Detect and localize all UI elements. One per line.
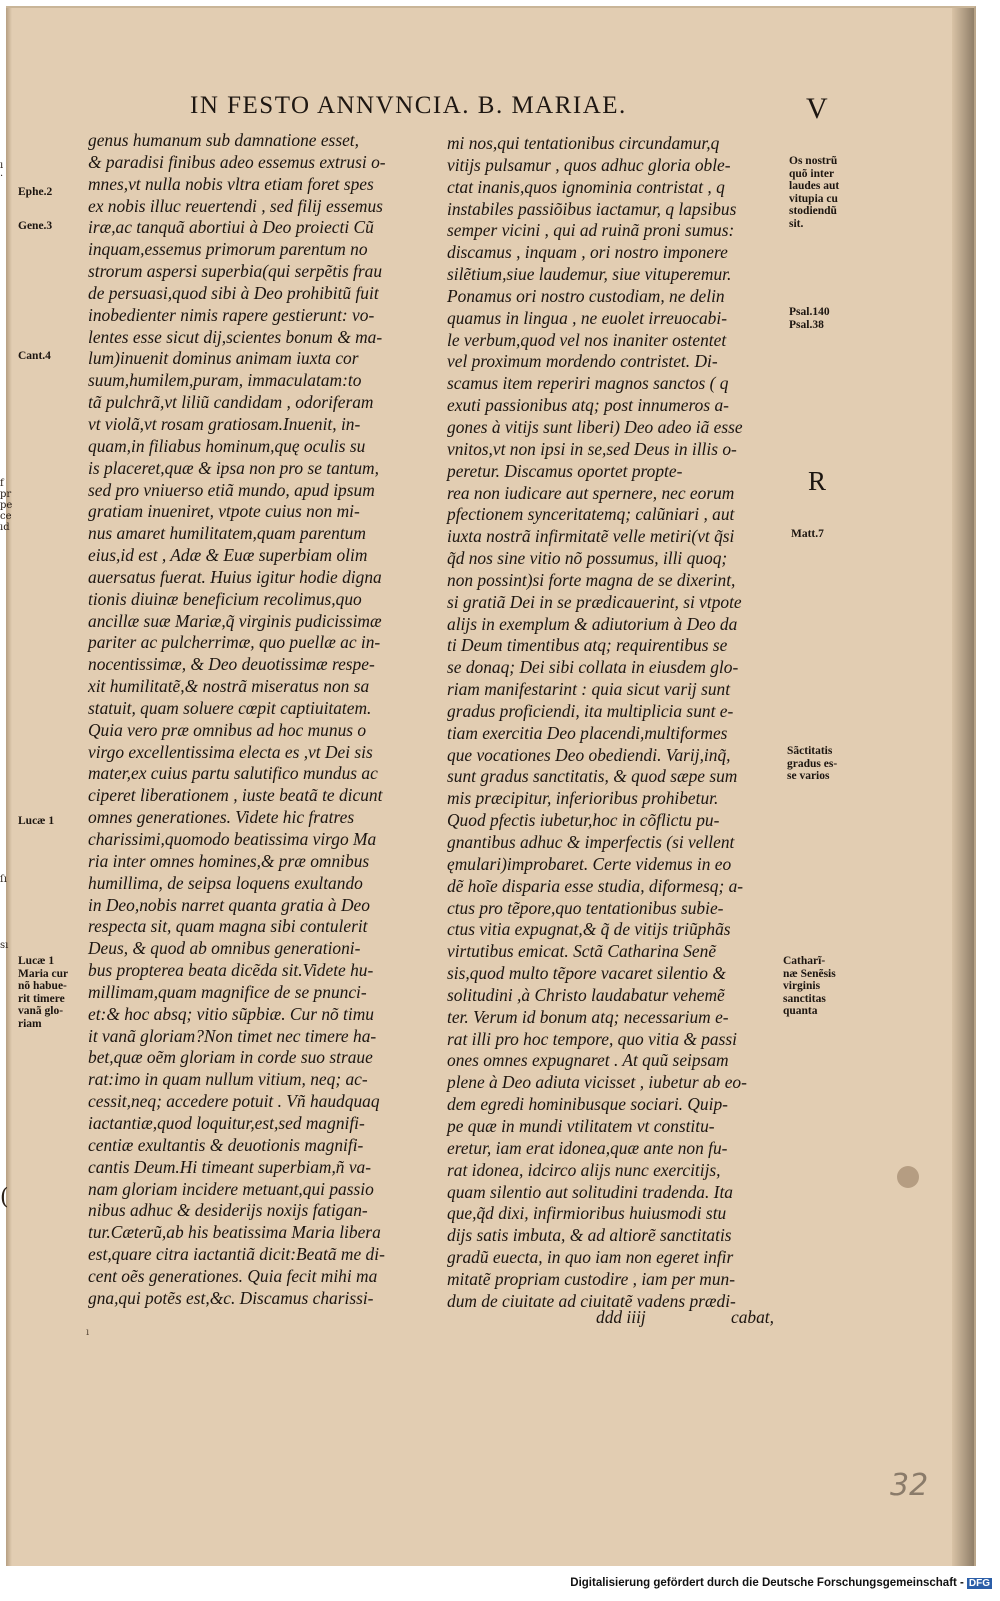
margin-note-line: Psal.140 xyxy=(789,306,830,318)
margin-note-line: Lucæ 1 xyxy=(18,815,55,827)
margin-note-line: næ Senẽsis xyxy=(783,967,836,980)
pencil-folio-number: 32 xyxy=(890,1468,929,1503)
text-line: vitijs pulsamur , quos adhuc gloria oble- xyxy=(447,154,731,175)
margin-note-line: gradus es- xyxy=(787,757,838,770)
text-line: gratiam inueniret, vtpote cuius non mi- xyxy=(88,501,360,522)
text-line: ria inter omnes homines,& præ omnibus xyxy=(88,850,370,871)
margin-note-line: laudes aut xyxy=(789,180,840,192)
text-line: Ponamus ori nostro custodiam, ne delin xyxy=(447,285,725,306)
text-line: rea non iudicare aut spernere, nec eorum xyxy=(447,482,735,503)
bleed-through-marks: f pr pe ce ıd xyxy=(0,478,13,533)
text-line: iræ,ac tanquã abortiui à Deo proiecti Cũ xyxy=(88,217,374,238)
text-line: scamus item reperiri magnos sanctos ( q xyxy=(447,373,729,394)
right-text-column xyxy=(447,133,747,1313)
margin-note-line: riam xyxy=(18,1017,42,1030)
margin-note-line: quõ inter xyxy=(789,167,835,180)
credit-text: Digitalisierung gefördert durch die Deutsche Forschungsgemeinschaft - xyxy=(570,1577,964,1589)
margin-note-line: quanta xyxy=(783,1005,818,1017)
text-line: dum de ciuitate ad ciuitatẽ vadens prædi- xyxy=(447,1290,736,1311)
text-line: cantis Deum.Hi timeant superbiam,ñ va- xyxy=(88,1156,372,1177)
text-line: ti Deum timentibus atq; requirentibus se xyxy=(447,635,728,656)
margin-note-line: stodiendũ xyxy=(789,205,837,217)
text-line: inobedienter nimis rapere gestierunt: vo- xyxy=(88,304,375,325)
text-line: rat idonea, idcirco alijs nunc exercitijs, xyxy=(447,1159,721,1180)
text-line: respecta sit, quam magna sibi contulerit xyxy=(88,916,368,937)
text-line: suum,humilem,puram, immaculatam:to xyxy=(88,370,362,391)
text-line: auersatus fuerat. Huius igitur hodie digna xyxy=(88,566,382,587)
text-line: est,quare citra iactantiã dicit:Beatã me di- xyxy=(88,1244,385,1265)
text-line: virtutibus emicat. Sctã Catharina Senẽ xyxy=(447,941,717,962)
margin-note xyxy=(18,815,54,828)
page-edge-shadow xyxy=(952,8,974,1566)
text-line: charissimi,quomodo beatissima virgo Ma xyxy=(88,829,377,849)
margin-note xyxy=(783,955,836,1018)
text-line: vt violã,vt rosam gratiosam.Inuenit, in- xyxy=(88,413,361,434)
margin-note-line: Sãctitatis xyxy=(787,745,833,757)
margin-note-line: rit timere xyxy=(18,992,65,1005)
text-line: ciperet liberationem , iuste beatã te dicunt xyxy=(88,785,383,806)
text-line: iuxta nostrã infirmitatẽ velle metiri(vt q̃si xyxy=(447,526,735,547)
text-line: dijs satis imbuta, & ad altiorẽ sanctitatis xyxy=(447,1225,732,1246)
text-line: millimam,quam magnifice de se pnunci- xyxy=(88,981,367,1002)
text-line: tur.Cæterũ,ab his beatissima Maria libera xyxy=(88,1222,381,1243)
text-line: que vocationes Deo obediendi. Varij,inq̃, xyxy=(447,744,731,765)
text-line: gnantibus adhuc & imperfectis (si vellent xyxy=(447,832,735,852)
text-line: cent oẽs generationes. Quia fecit mihi ma xyxy=(88,1265,378,1286)
text-line: nibus adhuc & desiderijs noxijs fatigan- xyxy=(88,1200,368,1221)
dfg-logo: DFG xyxy=(968,1578,990,1589)
stray-mark: ı xyxy=(86,1327,90,1338)
text-line: ex nobis illuc reuertendi , sed filij essemus xyxy=(88,195,383,216)
text-line: ctat inanis,quos ignominia contristat , q xyxy=(447,176,725,197)
text-line: ctus vitia expugnat,& q̃ de vitijs triũphãs xyxy=(447,919,731,940)
text-line: de persuasi,quod sibi à Deo prohibitũ fuit xyxy=(88,282,379,303)
text-line: mis præcipitur, inferioribus prohibetur. xyxy=(447,788,719,809)
text-line: tionis diuinæ beneficium recolimus,quo xyxy=(88,588,362,609)
text-line: bus propterea beata dicẽda sit.Videte hu- xyxy=(88,960,374,981)
text-line: pfectionem synceritatemq; calũniari , aut xyxy=(447,504,735,525)
text-line: lentes esse sicut dij,scientes bonum & ma- xyxy=(88,326,383,347)
margin-note-line: vitupia cu xyxy=(789,192,838,205)
text-line: xit humilitatẽ,& nostrã miseratus non sa xyxy=(88,676,370,697)
margin-note xyxy=(18,955,68,1030)
text-line: rat illi pro hoc tempore, quo vitia & passi xyxy=(447,1028,737,1049)
text-line: ones omnes expugnaret . At quũ seipsam xyxy=(447,1050,729,1071)
text-line: dẽ hoĩe disparia esse studia, diformesq; a- xyxy=(447,875,744,896)
margin-note-line: Lucæ 1 xyxy=(18,955,55,967)
margin-note-line: Os nostrũ xyxy=(789,155,838,167)
text-line: nocentissimæ, & Deo deuotissimæ respe- xyxy=(88,654,375,675)
text-line: eius,id est , Adæ & Euæ superbiam olim xyxy=(88,545,368,566)
text-line: exuti passionibus atq; post innumeros a- xyxy=(447,395,729,416)
margin-note-line: Catharĩ- xyxy=(783,955,826,967)
margin-initial-r: R xyxy=(808,466,827,496)
text-line: le verbum,quod vel nos inaniter ostentet xyxy=(447,329,727,350)
text-line: quam,in filiabus hominum,quę oculis su xyxy=(88,435,366,456)
text-line: gones à vitijs sunt liberi) Deo adeo iã esse xyxy=(447,416,743,437)
text-line: dem egredi hominibusque sociari. Quip- xyxy=(447,1094,728,1115)
bleed-through-marks: ſı xyxy=(0,874,7,885)
text-line: cessit,neq; accedere potuit . Vñ haudquaq xyxy=(88,1091,380,1112)
text-line: mi nos,qui tentationibus circundamur,q xyxy=(447,133,720,153)
margin-note-line: sanctitas xyxy=(783,992,826,1005)
text-line: genus humanum sub damnatione esset, xyxy=(88,130,359,150)
text-line: tã pulchrã,vt liliũ candidam , odoriferam xyxy=(88,392,374,413)
text-line: Quod pfectis iubetur,hoc in cõflictu pu- xyxy=(447,810,720,831)
text-line: discamus , inquam , ori nostro imponere xyxy=(447,242,728,263)
paper-stain xyxy=(897,1166,919,1188)
text-line: virgo excellentissima electa es ,vt Dei sis xyxy=(88,741,373,762)
bleed-through-marks: ı · xyxy=(0,160,4,182)
bleed-through-marks: ( xyxy=(0,1185,9,1210)
signature-mark: ddd iiij xyxy=(596,1307,646,1327)
margin-note-line: Psal.38 xyxy=(789,318,824,331)
page-gutter-edge xyxy=(6,8,12,1566)
running-title: IN FESTO ANNVNCIA. B. MARIAE. xyxy=(190,92,627,119)
text-line: nus amaret humilitatem,quam parentum xyxy=(88,523,366,544)
margin-note xyxy=(791,528,824,541)
text-line: quamus in lingua , ne euolet irreuocabi- xyxy=(447,307,727,328)
text-line: Quia vero præ omnibus ad hoc munus o xyxy=(88,719,367,740)
text-line: mater,ex cuius partu salutifico mundus ac xyxy=(88,763,378,784)
text-line: is placeret,quæ & ipsa non pro se tantum, xyxy=(88,457,379,478)
text-line: pe quæ in mundi vtilitatem vt constitu- xyxy=(447,1115,715,1136)
text-line: centiæ exultantis & deuotionis magnifi- xyxy=(88,1134,364,1155)
left-text-column xyxy=(88,130,386,1310)
bleed-through-marks: sı xyxy=(0,940,9,951)
text-line: ctus pro tẽpore,quo tentationibus subie- xyxy=(447,897,724,918)
margin-note xyxy=(18,220,52,233)
text-line: humillima, de seipsa loquens exultando xyxy=(88,872,363,893)
text-line: iactantiæ,quod loquitur,est,sed magnifi- xyxy=(88,1112,365,1133)
text-line: omnes generationes. Videte hic fratres xyxy=(88,807,355,828)
text-line: bet,quæ oẽm gloriam in corde suo straue xyxy=(88,1047,373,1068)
text-line: ancillæ suæ Mariæ,q̃ virginis pudicissimæ xyxy=(88,610,382,631)
text-line: solitudini ,à Christo laudabatur vehemẽ xyxy=(447,984,725,1005)
text-line: se donaq; Dei sibi collata in eiusdem glo- xyxy=(447,657,739,678)
text-line: non possint)si forte magna de se dixerint, xyxy=(447,569,736,590)
text-line: quam silentio aut solitudini tradenda. Ita xyxy=(447,1181,733,1202)
text-line: sed pro vniuerso etiã mundo, apud ipsum xyxy=(88,479,375,500)
text-line: rat:imo in quam nullum vitium, neq; ac- xyxy=(88,1069,368,1090)
text-line: vnitos,vt non ipsi in se,sed Deus in illis o- xyxy=(447,438,737,459)
text-line: lum)inuenit dominus animam iuxta cor xyxy=(88,348,359,369)
text-line: mitatẽ propriam custodire , iam per mun- xyxy=(447,1268,736,1289)
margin-note xyxy=(789,155,839,230)
text-line: gna,qui potẽs est,&c. Discamus charissi- xyxy=(88,1287,374,1308)
digitization-credit xyxy=(570,1577,992,1589)
margin-note xyxy=(18,350,51,363)
text-line: alijs in exemplum & adiutorium à Deo da xyxy=(447,613,738,634)
text-line: sis,quod multo tẽpore vacaret silentio & xyxy=(447,963,726,984)
margin-note-line: nõ habue- xyxy=(18,980,67,992)
margin-note-line: Maria cur xyxy=(18,967,69,980)
text-line: statuit, quam soluere cœpit captiuitatem. xyxy=(88,697,372,718)
margin-note xyxy=(18,186,52,199)
text-line: vel proximum mordendo contristet. Di- xyxy=(447,351,718,372)
text-line: ęmulari)improbaret. Certe videmus in eo xyxy=(447,853,732,874)
text-line: nam gloriam incidere metuant,qui passio xyxy=(88,1178,374,1199)
text-line: plene à Deo adiuta vicisset , iubetur ab eo- xyxy=(447,1072,747,1093)
text-line: inquam,essemus primorum parentum no xyxy=(88,239,368,260)
text-line: gradus proficiendi, ita multiplicia sunt e- xyxy=(447,700,734,721)
text-line: strorum aspersi superbia(qui serpẽtis frau xyxy=(88,261,383,282)
folio-number: V xyxy=(806,92,828,125)
margin-note-line: Matt.7 xyxy=(791,528,824,540)
text-line: instabiles passiõibus iactamur, q lapsibus xyxy=(447,198,737,219)
text-line: si gratiã Dei in se prædicauerint, si vtpote xyxy=(447,591,742,612)
text-line: semper vicini , qui ad ruinã proni sumus: xyxy=(447,220,735,241)
margin-note-line: virginis xyxy=(783,980,821,992)
text-line: riam manifestarint : quia sicut varij sunt xyxy=(447,679,731,700)
text-line: eretur, iam erat idonea,quæ ante non fu- xyxy=(447,1137,728,1158)
text-line: et:& hoc absq; vitio sũpbiæ. Cur nõ timu xyxy=(88,1003,374,1024)
text-line: peretur. Discamus oportet propte- xyxy=(447,460,683,481)
text-line: gradũ euecta, in quo iam non egeret infir xyxy=(447,1247,734,1268)
text-line: & paradisi finibus adeo essemus extrusi o- xyxy=(88,151,386,172)
margin-note xyxy=(789,306,830,331)
text-line: sunt gradus sanctitatis, & quod sæpe sum xyxy=(447,766,738,787)
text-line: silẽtium,siue laudemur, siue vituperemur. xyxy=(447,264,732,285)
text-line: Deus, & quod ab omnibus generationi- xyxy=(88,938,361,959)
text-line: pariter ac pulcherrimæ, quo puellæ ac in- xyxy=(88,632,381,653)
text-line: que,q̃d dixi, infirmioribus huiusmodi stu xyxy=(447,1203,727,1224)
margin-note-line: sit. xyxy=(789,217,804,230)
margin-note-line: se varios xyxy=(787,770,830,782)
text-line: in Deo,nobis narret quanta gratia à Deo xyxy=(88,894,370,915)
text-line: ter. Verum id bonum atq; necessarium e- xyxy=(447,1006,729,1027)
text-line: mnes,vt nulla nobis vltra etiam foret spes xyxy=(88,173,374,194)
text-line: q̃d nos sine vitio nõ possumus, illi quoq; xyxy=(447,548,728,569)
margin-note-line: Gene.3 xyxy=(18,220,53,232)
text-line: tiam exercitia Deo placendi,multiformes xyxy=(447,722,728,743)
margin-note-line: Cant.4 xyxy=(18,350,51,362)
margin-note xyxy=(787,745,837,783)
text-line: it vanã gloriam?Non timet nec timere ha- xyxy=(88,1025,377,1046)
margin-note-line: vanã glo- xyxy=(18,1005,64,1017)
margin-note-line: Ephe.2 xyxy=(18,186,53,198)
catchword: cabat, xyxy=(731,1307,774,1327)
